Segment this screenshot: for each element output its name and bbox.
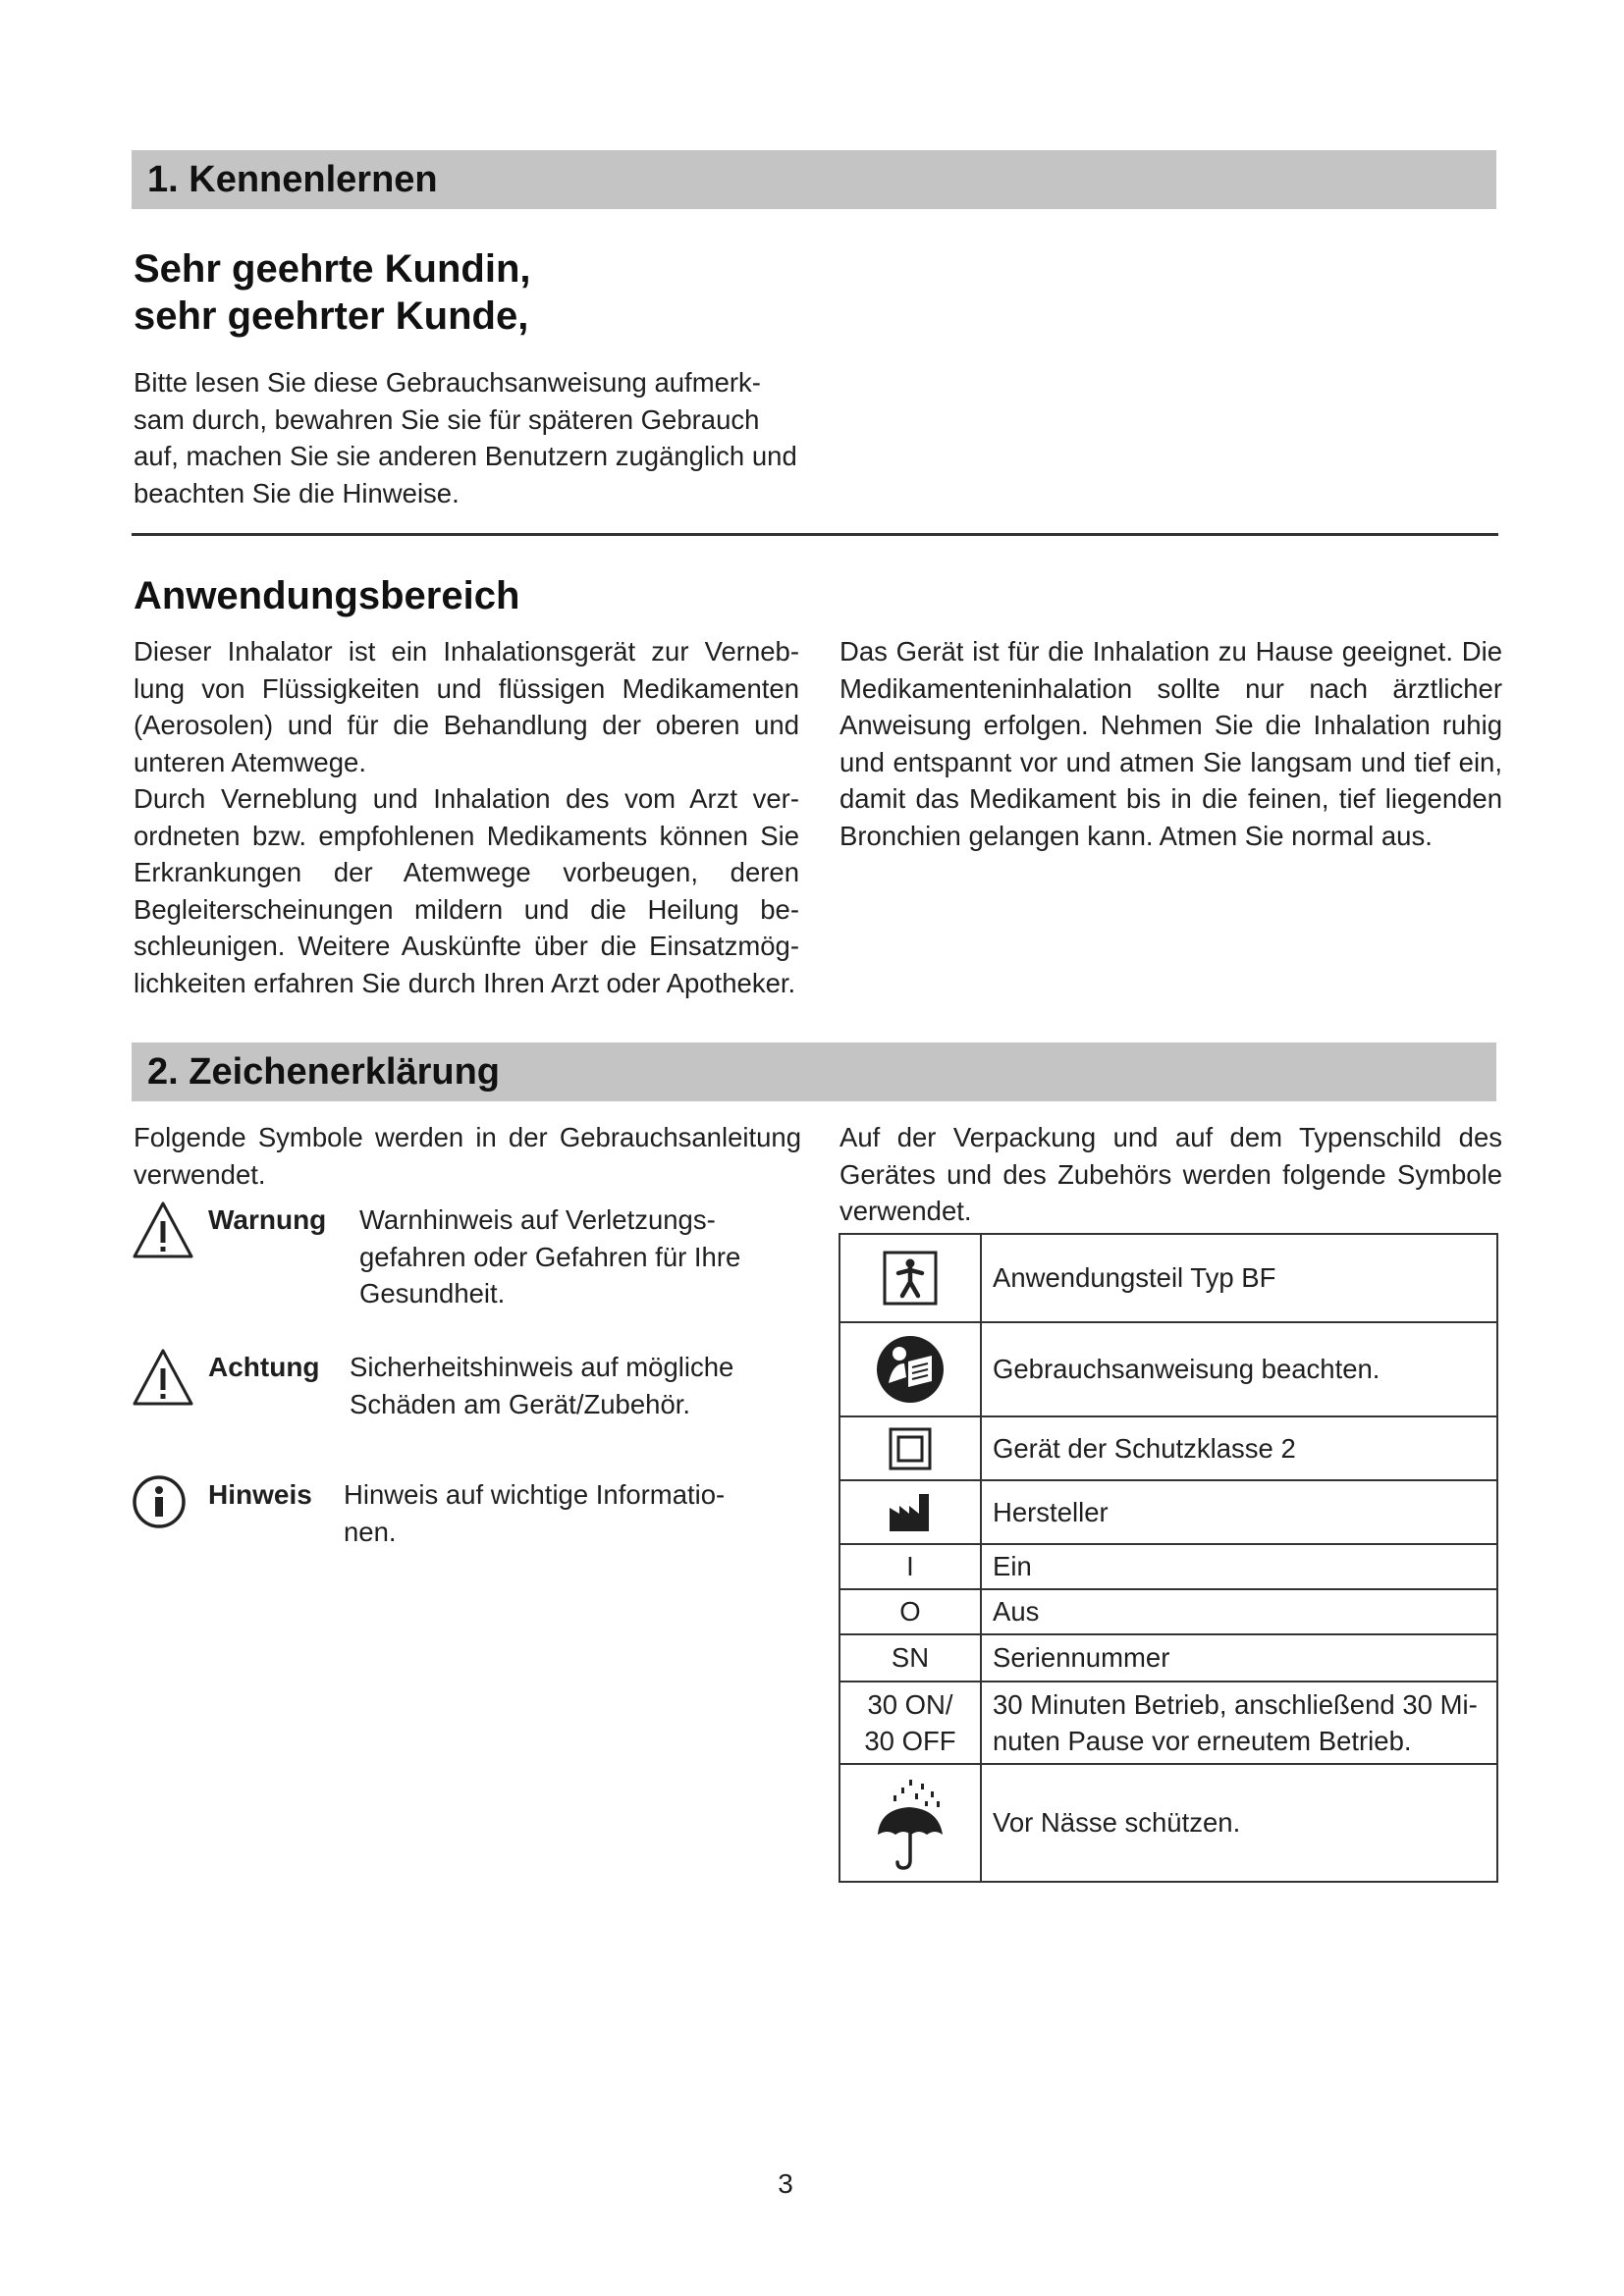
symbol-cell — [839, 1764, 981, 1882]
table-row — [839, 1544, 1497, 1589]
table-row — [839, 1234, 1497, 1322]
symbol-cell — [839, 1480, 981, 1544]
protection-class-2-icon — [888, 1426, 933, 1471]
symbol-description: Anwendungsteil Typ BF — [981, 1234, 1497, 1322]
info-circle-icon — [132, 1474, 194, 1537]
section-1-heading: 1. Kennenlernen — [132, 150, 1496, 209]
greeting-line-1: Sehr geehrte Kundin, — [134, 247, 531, 291]
symbol-description: Gebrauchsanweisung beachten. — [981, 1322, 1497, 1416]
greeting-heading — [134, 245, 531, 340]
keep-dry-umbrella-icon — [866, 1774, 954, 1872]
table-row — [839, 1589, 1497, 1634]
table-row — [839, 1764, 1497, 1882]
symbol-cell — [839, 1234, 981, 1322]
divider — [132, 533, 1498, 536]
symbol-description: Hersteller — [981, 1480, 1497, 1544]
legend-intro: Folgende Symbole werden in der Gebrauchsanleitung verwendet. — [134, 1122, 801, 1190]
symbol-description: Gerät der Schutzklasse 2 — [981, 1416, 1497, 1480]
legend-item-hinweis — [132, 1474, 799, 1592]
type-bf-applied-part-icon — [881, 1249, 940, 1308]
symbol-description: Vor Nässe schützen. — [981, 1764, 1497, 1882]
table-row — [839, 1322, 1497, 1416]
symbol-text — [839, 1682, 981, 1764]
manufacturer-icon — [888, 1492, 933, 1533]
symbol-text-line-1: 30 ON/ — [867, 1688, 953, 1720]
section-2-heading: 2. Zeichenerklärung — [132, 1042, 1496, 1101]
caution-triangle-icon — [132, 1347, 194, 1410]
symbol-text: I — [839, 1544, 981, 1589]
table-row — [839, 1634, 1497, 1682]
symbols-table — [839, 1233, 1498, 1883]
warning-triangle-icon — [132, 1200, 194, 1262]
legend-item-warnung — [132, 1200, 799, 1317]
legend-item-achtung — [132, 1347, 799, 1465]
legend-description: Hinweis auf wichtige Informatio-nen. — [344, 1479, 726, 1547]
symbol-description: Seriennummer — [981, 1634, 1497, 1682]
symbol-cell — [839, 1322, 981, 1416]
greeting-text: Bitte lesen Sie diese Gebrauchsanweisung aufmerk-sam durch, bewahren Sie sie für späteren Gebrauch auf, machen Sie sie anderen Benutzern zugänglich und beachten Sie die Hinweise. — [134, 367, 797, 508]
table-row — [839, 1682, 1497, 1764]
application-right-paragraph: Das Gerät ist für die Inhalation zu Hause geeignet. Die Medikamenteninhalation sollte nur nach ärztlicher Anweisung erfolgen. Nehmen Sie die Inhalation ruhig und entspannt vor und atmen Sie langsam und tief ein, damit das Medikament bis in die feinen, tief liegenden Bronchien gelangen kann. Atmen Sie normal aus. — [839, 636, 1502, 851]
symbol-description: Ein — [981, 1544, 1497, 1589]
symbol-cell — [839, 1416, 981, 1480]
application-left-paragraph-1: Dieser Inhalator ist ein Inhalationsgerät zur Verneb-lung von Flüssigkeiten und flüssigen Medikamenten (Aerosolen) und für die Behandlung der oberen und unteren Atemwege. — [134, 636, 799, 777]
legend-term: Hinweis — [208, 1479, 312, 1510]
symbol-text: O — [839, 1589, 981, 1634]
table-row — [839, 1416, 1497, 1480]
symbol-text: SN — [839, 1634, 981, 1682]
application-heading: Anwendungsbereich — [134, 574, 520, 617]
symbol-text-line-2: 30 OFF — [864, 1726, 956, 1756]
table-row — [839, 1480, 1497, 1544]
legend-description: Sicherheitshinweis auf mögliche Schäden am Gerät/Zubehör. — [350, 1352, 734, 1419]
symbol-description: Aus — [981, 1589, 1497, 1634]
greeting-line-2: sehr geehrter Kunde, — [134, 294, 529, 338]
symbol-description: 30 Minuten Betrieb, anschließend 30 Mi-nuten Pause vor erneutem Betrieb. — [981, 1682, 1497, 1764]
read-instructions-icon — [875, 1334, 946, 1405]
legend-term: Warnung — [208, 1204, 327, 1235]
symbols-intro: Auf der Verpackung und auf dem Typenschild des Gerätes und des Zubehörs werden folgende Symbole verwendet. — [839, 1122, 1502, 1226]
legend-description: Warnhinweis auf Verletzungs-gefahren oder Gefahren für Ihre Gesundheit. — [359, 1204, 741, 1308]
legend-term: Achtung — [208, 1352, 320, 1382]
application-left-paragraph-2: Durch Verneblung und Inhalation des vom Arzt ver-ordneten bzw. empfohlenen Medikaments können Sie Erkrankungen der Atemwege vorbeugen, deren Begleiterscheinungen mildern und die Heilung be-schleunigen. Weitere Auskünfte über die Einsatzmög-lichkeiten erfahren Sie durch Ihren Arzt oder Apotheker. — [134, 783, 799, 998]
page-number: 3 — [778, 2168, 793, 2199]
